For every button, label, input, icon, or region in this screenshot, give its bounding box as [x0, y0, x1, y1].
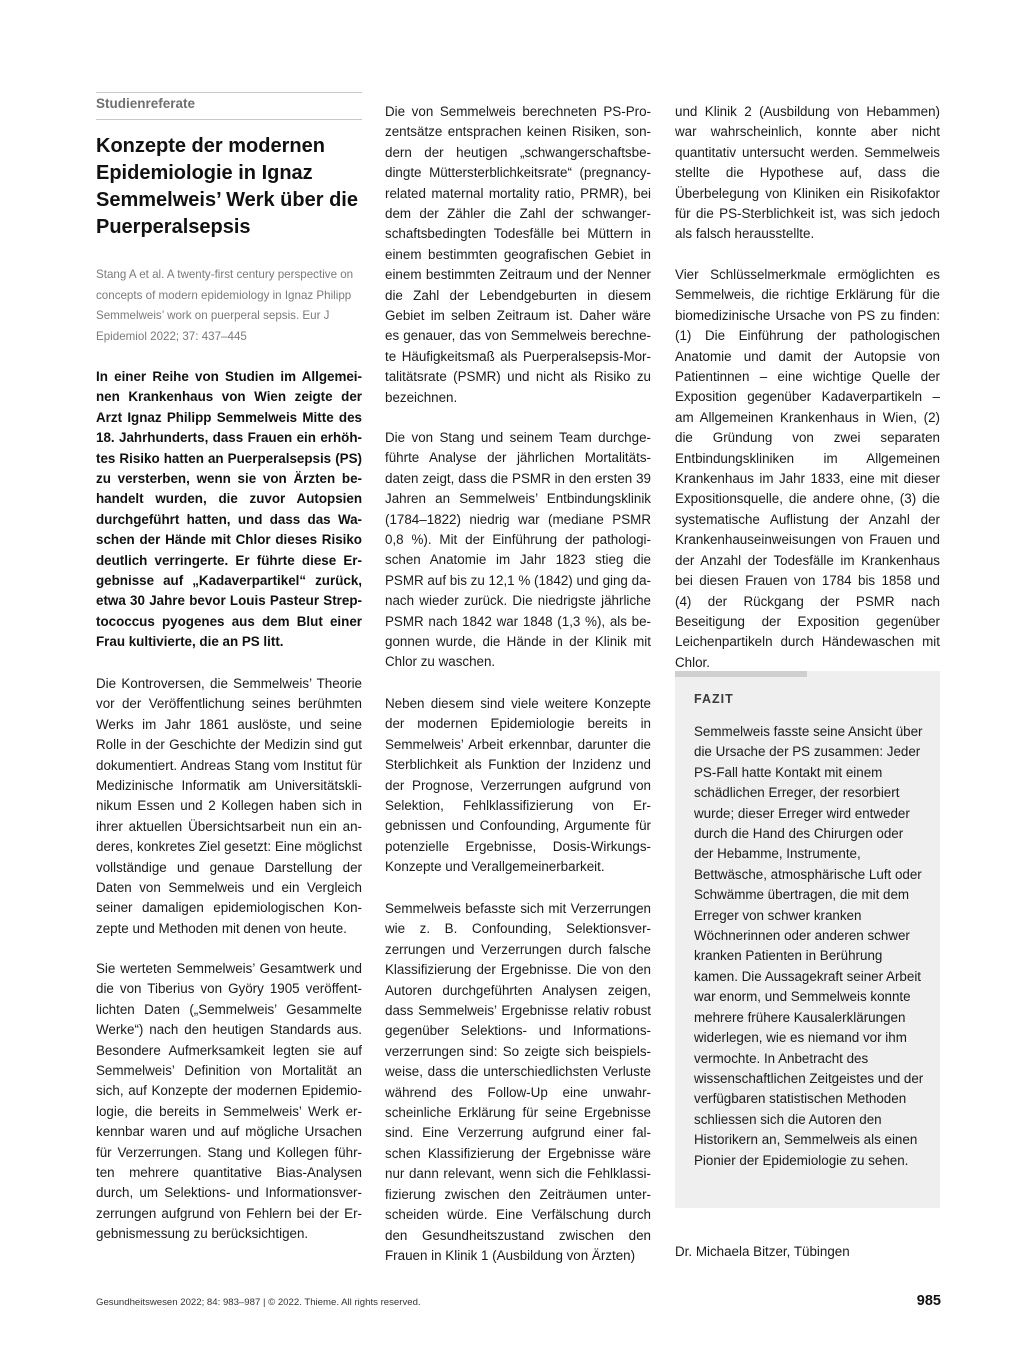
paragraph-7: und Klinik 2 (Ausbildung von Hebammen) war wahrscheinlich, konnte aber nicht quantitativ untersucht werden. Semmelweis stellte die Hypothese auf, dass die Überbelegung von Kliniken ein Risikofaktor für die PS-Sterblichkeit ist, was sich jedoch als falsch herausstellte. — [675, 104, 940, 242]
paragraph-3: Die von Semmelweis berechneten PS-Prozentsätze entsprachen keinen Risiken, sondern der heutigen „schwangerschaftsbedingte Müttersterblichkeitsrate“ (pregnancy-related maternal mortality ratio, PRMR), bei dem der Zähler die Zahl der schwangerschaftsbedingten Todesfälle bei Müttern in einem bestimmten geografischen Gebiet in einem bestimmten Zeitraum und der Nenner die Zahl der Lebendgeburten in diesem Gebiet im selben Zeitraum ist. Daher wäre es genauer, das von Semmelweis berechnete Häufigkeitsmaß als Puerperalsepsis-Mortalitätsrate (PSMR) und nicht als Risiko zu bezeichnen. — [385, 104, 651, 405]
section-rule — [96, 119, 362, 120]
article-lead: In einer Reihe von Studien im Allgemeinen Krankenhaus von Wien zeigte der Arzt Ignaz Philipp Semmelweis Mitte des 18. Jahrhunderts, dass Frauen ein erhöhtes Risiko hatten an Puerperalsepsis (PS) zu versterben, wenn sie von Ärzten behandelt wurden, die zuvor Autopsien durchgeführt hatten, und dass das Waschen der Hände mit Chlor dieses Risiko deutlich verringerte. Er führte diese Ergebnisse auf „Kadaverpartikel“ zurück, etwa 30 Jahre bevor Louis Pasteur Streptococcus pyogenes aus dem Blut einer Frau kultivierte, die an PS litt. — [96, 369, 362, 650]
fazit-accent-bar — [675, 671, 807, 677]
paragraph-2: Sie werteten Semmelweis’ Gesamtwerk und die von Tiberius von Györy 1905 veröffentlichten Daten („Semmelweis’ Gesammelte Werke“) nach den heutigen Standards aus. Besondere Aufmerksamkeit legten sie auf Semmelweis’ Definition von Mortalität an sich, auf Konzepte der modernen Epidemiologie, die bereits in Semmelweis’ Werk erkennbar waren und auf mögliche Ursachen für Verzerrungen. Stang und Kollegen führten mehrere quantitative Bias-Analysen durch, um Selektions- und Informationsverzerrungen aufgrund von Fehlern bei der Ergebnismessung zu berücksichtigen. — [96, 961, 362, 1242]
paragraph-8: Vier Schlüsselmerkmale ermöglichten es Semmelweis, die richtige Erklärung für die biomedizinische Ursache von PS zu finden: (1) Die Einführung der pathologischen Anatomie und damit der Autopsie von Patientinnen – eine wichtige Quelle der Exposition gegenüber Kadaverpartikeln – am Allgemeinen Krankenhaus in Wien, (2) die Gründung von zwei separaten Entbindungskliniken im Allgemeinen Krankenhaus im Jahr 1833, eine mit dieser Expositionsquelle, die andere ohne, (3) die systematische Auflistung der Anzahl der Krankenhauseinweisungen von Frauen und der Anzahl der Todesfälle im Krankenhaus bei diesen Frauen von 1784 bis 1858 und (4) der Rückgang der PSMR nach Beseitigung der Exposition gegenüber Leichenpartikeln durch Händewaschen mit Chlor. — [675, 267, 940, 670]
paragraph-1: Die Kontroversen, die Semmelweis’ Theorie vor der Veröffentlichung seines berühmten Werks im Jahr 1861 auslöste, und seine Rolle in der Geschichte der Medizin sind gut dokumentiert. Andreas Stang vom Institut für Medizinische Informatik am Universitätsklinikum Essen und 2 Kollegen haben sich in ihrer aktuellen Übersichtsarbeit nun ein anderes, konkretes Ziel gesetzt: Eine möglichst vollständige und genaue Darstellung der Daten von Semmelweis und ein Vergleich seiner damaligen epidemiologischen Konzepte und Methoden mit denen von heute. — [96, 676, 362, 936]
page-number: 985 — [916, 1293, 941, 1309]
top-rule — [96, 92, 362, 93]
article-title: Konzepte der modernen Epidemiologie in Ignaz Semmelweis’ Werk über die Puerperalsepsis — [96, 135, 358, 238]
footer-journal: Gesundheitswesen 2022; 84: 983–987 | © 2022. Thieme. All rights reserved. — [96, 1297, 421, 1308]
paragraph-5: Neben diesem sind viele weitere Konzepte der modernen Epidemiologie bereits in Semmelweis’ Arbeit erkennbar, darunter die Sterblichkeit als Funktion der Inzidenz und der Prognose, Verzerrungen aufgrund von Selektion, Fehlklassifizierung von Ergebnissen und Confounding, Argumente für potenzielle Ergebnisse, Dosis-Wirkungs-Konzepte und Verallgemeinerbarkeit. — [385, 696, 651, 875]
article-citation: Stang A et al. A twenty-first century perspective on concepts of modern epidemiology in Ignaz Philipp Semmelweis’ work on puerperal sepsis. Eur J Epidemiol 2022; 37: 437–445 — [96, 268, 354, 343]
section-label: Studienreferate — [96, 96, 196, 111]
fazit-text: Semmelweis fasste seine Ansicht über die Ursache der PS zusammen: Jeder PS-Fall hatte Kontakt mit einem schädlichen Erreger, der resorbiert wurde; dieser Erreger wird entweder durch die Hand des Chirurgen oder der Hebamme, Instrumente, Bettwäsche, atmosphärische Luft oder Schwämme übertragen, die mit dem Erreger von schwer kranken Wöchnerinnen oder anderen schwer kranken Patienten in Berührung kamen. Die Aussagekraft seiner Arbeit war enorm, und Semmelweis konnte mehrere frühere Kausalerklärungen widerlegen, wie es niemand vor ihm vermochte. In Anbetracht des wissenschaftlichen Zeitgeistes und der verfügbaren statistischen Methoden schliessen sich die Autoren den Historikern an, Semmelweis als einen Pionier der Epidemiologie zu sehen. — [694, 724, 924, 1168]
author-line: Dr. Michaela Bitzer, Tübingen — [675, 1244, 850, 1259]
fazit-heading: FAZIT — [694, 692, 734, 706]
paragraph-6: Semmelweis befasste sich mit Verzerrungen wie z. B. Confounding, Selektionsverzerrungen und Verzerrungen durch falsche Klassifizierung der Ergebnisse. Die von den Autoren durchgeführten Analysen zeigen, dass Semmelweis’ Ergebnisse relativ robust gegenüber Selektions- und Informationsverzerrungen sind: So zeigte sich beispielsweise, dass die unterschiedlichsten Verluste während des Follow-Up eine unwahrscheinliche Erklärung für seine Ergebnisse sind. Eine Verzerrung aufgrund einer falschen Klassifizierung der Ergebnisse wäre nur dann relevant, wenn sich die Fehlklassifizierung zwischen den Zeiträumen unterscheiden würde. Eine Verfälschung durch den Gesundheitszustand zwischen den Frauen in Klinik 1 (Ausbildung von Ärzten) — [385, 901, 651, 1263]
paragraph-4: Die von Stang und seinem Team durchgeführte Analyse der jährlichen Mortalitätsdaten zeigt, dass die PSMR in den ersten 39 Jahren an Semmelweis’ Entbindungsklinik (1784–1822) niedrig war (mediane PSMR 0,8 %). Mit der Einführung der pathologischen Anatomie im Jahr 1823 stieg die PSMR auf bis zu 12,1 % (1842) und ging danach wieder zurück. Die niedrigste jährliche PSMR nach 1842 war 1848 (1,3 %), als begonnen wurde, die Hände in der Klinik mit Chlor zu waschen. — [385, 430, 651, 670]
